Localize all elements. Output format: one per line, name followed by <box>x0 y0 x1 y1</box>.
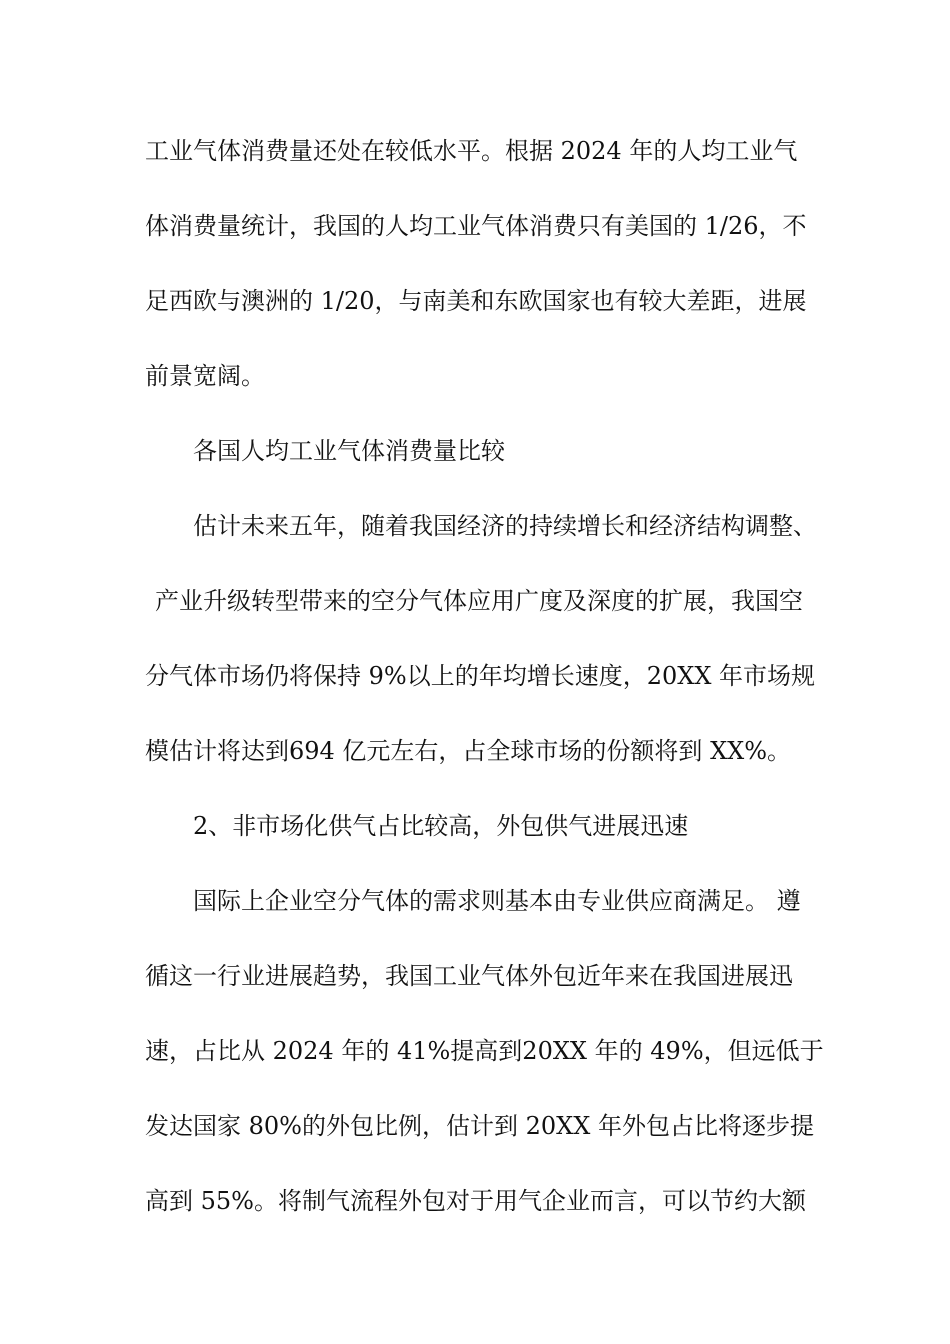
paragraph-line: 体消费量统计，我国的人均工业气体消费只有美国的 1/26，不 <box>145 212 807 240</box>
paragraph-line: 模估计将达到694 亿元左右，占全球市场的份额将到 XX%。 <box>145 737 792 765</box>
paragraph-line: 高到 55%。将制气流程外包对于用气企业而言，可以节约大额 <box>145 1187 806 1215</box>
paragraph-line: 前景宽阔。 <box>145 362 265 390</box>
section-caption: 各国人均工业气体消费量比较 <box>193 437 505 465</box>
section-heading: 2、非市场化供气占比较高，外包供气进展迅速 <box>193 812 689 840</box>
paragraph-line: 工业气体消费量还处在较低水平。根据 2024 年的人均工业气 <box>145 137 798 165</box>
paragraph-line: 速，占比从 2024 年的 41%提高到20XX 年的 49%，但远低于 <box>145 1037 824 1065</box>
paragraph-line: 循这一行业进展趋势，我国工业气体外包近年来在我国进展迅 <box>145 962 793 990</box>
paragraph-line: 发达国家 80%的外包比例，估计到 20XX 年外包占比将逐步提 <box>145 1112 814 1140</box>
paragraph-line: 足西欧与澳洲的 1/20，与南美和东欧国家也有较大差距，进展 <box>145 287 807 315</box>
paragraph-line: 估计未来五年，随着我国经济的持续增长和经济结构调整、 <box>193 512 817 540</box>
paragraph-line: 分气体市场仍将保持 9%以上的年均增长速度，20XX 年市场规 <box>145 662 816 690</box>
paragraph-line: 国际上企业空分气体的需求则基本由专业供应商满足。 遵 <box>193 887 801 915</box>
paragraph-line: 产业升级转型带来的空分气体应用广度及深度的扩展，我国空 <box>155 587 803 615</box>
